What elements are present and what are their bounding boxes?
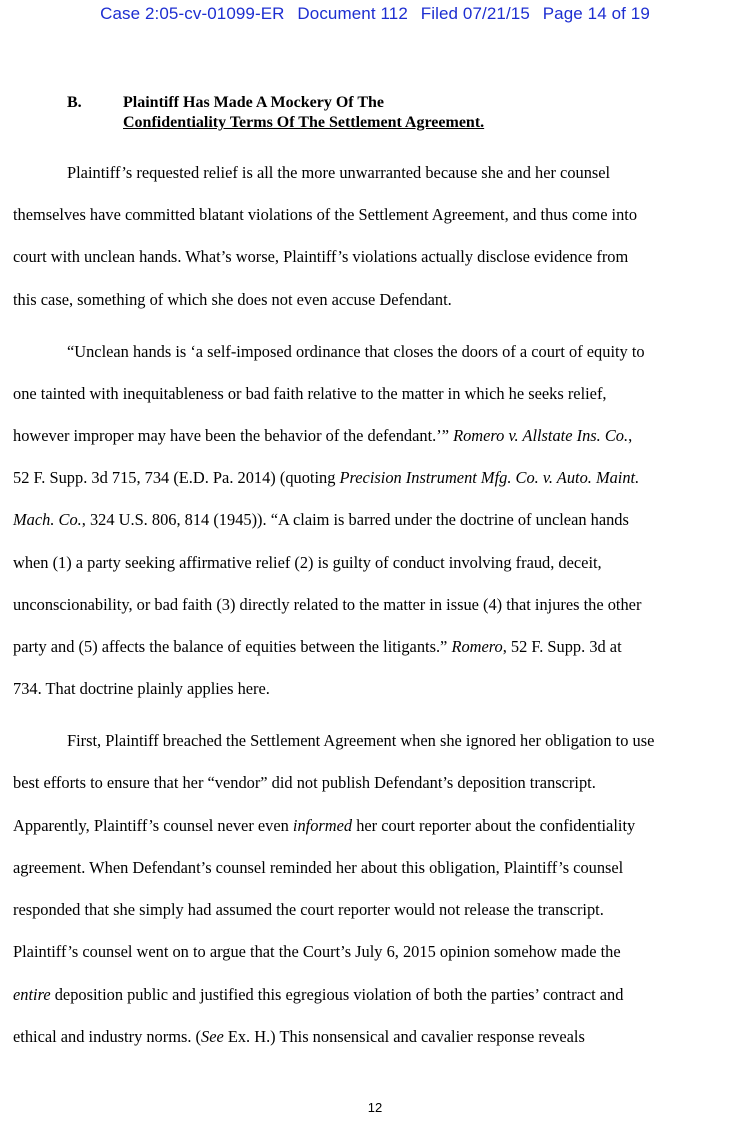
body-line: however improper may have been the behavior of the defendant.’” Romero v. Allstate Ins. Co., bbox=[13, 426, 633, 445]
page-of-total: Page 14 of 19 bbox=[542, 4, 650, 23]
emphasis: entire bbox=[13, 985, 51, 1004]
body-line: First, Plaintiff breached the Settlement Agreement when she ignored her obligation to use bbox=[67, 731, 655, 750]
case-citation: Precision Instrument Mfg. Co. v. Auto. Maint. bbox=[339, 468, 640, 487]
body-line: responded that she simply had assumed the court reporter would not release the transcript. bbox=[13, 900, 604, 919]
emphasis: See bbox=[201, 1027, 224, 1046]
case-citation: Romero bbox=[451, 637, 503, 656]
body-line: ethical and industry norms. (See Ex. H.) This nonsensical and cavalier response reveals bbox=[13, 1027, 585, 1046]
body-line: Plaintiff’s counsel went on to argue that the Court’s July 6, 2015 opinion somehow made the bbox=[13, 942, 621, 961]
body-line: “Unclean hands is ‘a self-imposed ordinance that closes the doors of a court of equity to bbox=[67, 342, 645, 361]
body-line: 734. That doctrine plainly applies here. bbox=[13, 679, 270, 698]
page-number: 12 bbox=[367, 1100, 383, 1115]
body-line: Apparently, Plaintiff’s counsel never even informed her court reporter about the confidentiality bbox=[13, 816, 636, 835]
section-title-line-underlined: Confidentiality Terms Of The Settlement Agreement. bbox=[123, 114, 485, 131]
section-title bbox=[123, 93, 484, 133]
case-citation: Romero v. Allstate Ins. Co. bbox=[453, 426, 629, 445]
body-line: this case, something of which she does not even accuse Defendant. bbox=[13, 290, 452, 309]
section-letter: B. bbox=[67, 94, 82, 111]
ecf-header-stamp bbox=[0, 4, 750, 24]
body-line: unconscionability, or bad faith (3) directly related to the matter in issue (4) that injures the other bbox=[13, 595, 642, 614]
body-line: when (1) a party seeking affirmative relief (2) is guilty of conduct involving fraud, deceit, bbox=[13, 553, 602, 572]
body-line: entire deposition public and justified this egregious violation of both the parties’ contract and bbox=[13, 985, 624, 1004]
document-number: Document 112 bbox=[297, 4, 408, 23]
body-line: themselves have committed blatant violations of the Settlement Agreement, and thus come into bbox=[13, 205, 638, 224]
body-line: Mach. Co., 324 U.S. 806, 814 (1945)). “A claim is barred under the doctrine of unclean hands bbox=[13, 510, 629, 529]
body-line: one tainted with inequitableness or bad faith relative to the matter in which he seeks relief, bbox=[13, 384, 607, 403]
emphasis: informed bbox=[292, 816, 353, 835]
body-line: party and (5) affects the balance of equities between the litigants.” Romero, 52 F. Supp. 3d at bbox=[13, 637, 622, 656]
body-line: best efforts to ensure that her “vendor” did not publish Defendant’s deposition transcript. bbox=[13, 773, 596, 792]
section-title-line: Plaintiff Has Made A Mockery Of The bbox=[123, 94, 385, 111]
body-line: 52 F. Supp. 3d 715, 734 (E.D. Pa. 2014) (quoting Precision Instrument Mfg. Co. v. Auto. Maint. bbox=[13, 468, 640, 487]
case-citation: Mach. Co. bbox=[13, 510, 82, 529]
body-line: Plaintiff’s requested relief is all the more unwarranted because she and her counsel bbox=[67, 163, 611, 182]
body-line: agreement. When Defendant’s counsel reminded her about this obligation, Plaintiff’s counsel bbox=[13, 858, 624, 877]
body-line: court with unclean hands. What’s worse, Plaintiff’s violations actually disclose evidence from bbox=[13, 247, 629, 266]
case-number: Case 2:05-cv-01099-ER bbox=[100, 4, 285, 23]
filed-date: Filed 07/21/15 bbox=[420, 4, 530, 23]
